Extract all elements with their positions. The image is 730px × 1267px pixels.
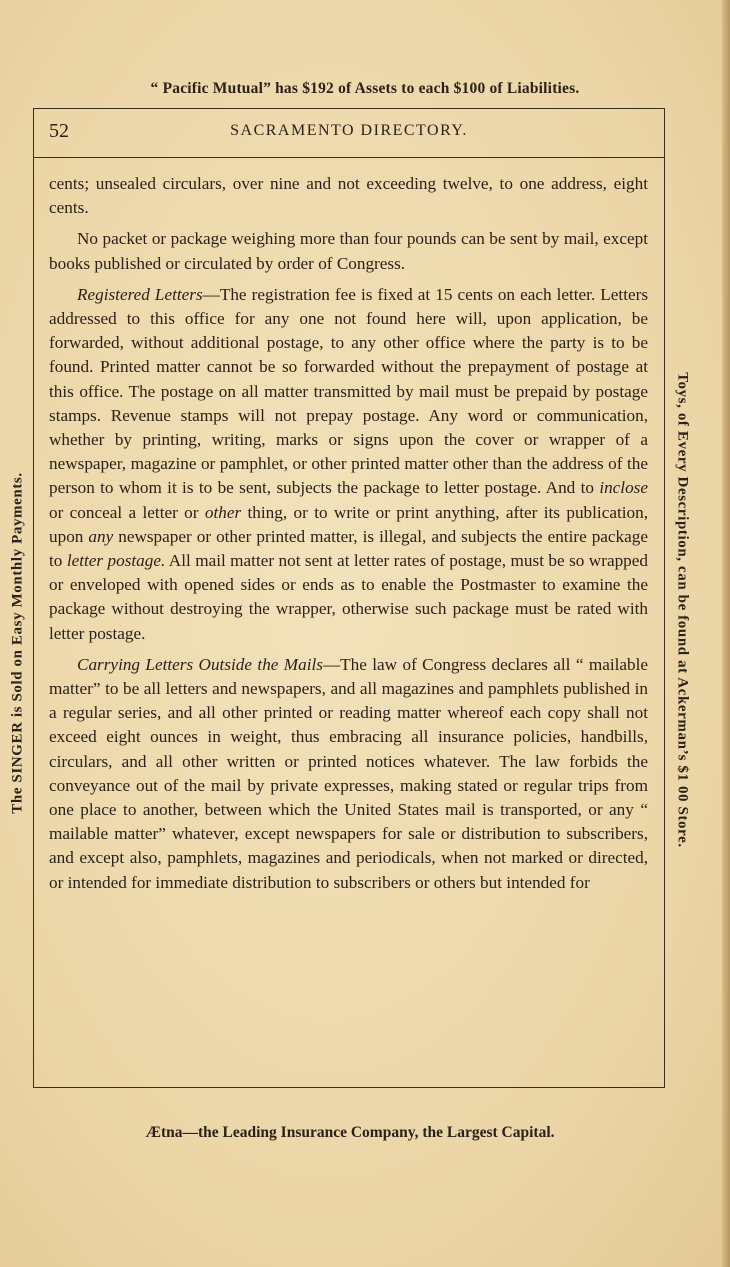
body-text: [49, 172, 648, 902]
left-ad-text: The SINGER is Sold on Easy Monthly Payments.: [9, 471, 26, 814]
paragraph-registered-letters: Registered Letters—The registration fee is fixed at 15 cents on each letter. Letters addressed to this office for any one not found here will, upon application, be forwarded, without additional postage, to any other office where the party is to be found. Printed matter cannot be so forwarded without the prepayment of postage at this office. The postage on all matter transmitted by mail must be prepaid by postage stamps. Revenue stamps will not prepay postage. Any word or communication, whether by printing, writing, marks or signs upon the cover or wrapper of a newspaper, magazine or pamphlet, or other printed matter other than the address of the person to whom it is to be sent, subjects the package to letter postage. And to inclose or conceal a letter or other thing, or to write or print anything, after its publication, upon any newspaper or other printed matter, is illegal, and subjects the entire package to letter postage. All mail matter not sent at letter rates of postage, must be so wrapped or enveloped with opened sides or ends as to enable the Postmaster to examine the package without destroying the wrapper, otherwise such package must be rated with letter postage.: [49, 284, 649, 643]
right-margin-advertisement: [668, 315, 696, 905]
section-heading-carrying-letters: Carrying Letters Outside the Mails: [77, 654, 323, 674]
page-edge: [722, 0, 730, 1267]
running-head: SACRAMENTO DIRECTORY.: [230, 122, 468, 139]
section-heading-registered-letters: Registered Letters: [77, 284, 203, 304]
right-ad-text: Toys, of Every Description, can be found at Ackerman’s $1 00 Store.: [674, 372, 691, 848]
paragraph-carrying-letters: Carrying Letters Outside the Mails—The law of Congress declares all “ mailable matter” to be all letters and newspapers, and all magazines and pamphlets published in a regular series, and all other printed or reading matter whereof each copy shall not exceed eight ounces in weight, thus embracing all insurance policies, handbills, circulars, and all other written or printed notices whatever. The law forbids the conveyance out of the mail by private expresses, making stated or regular trips from one place to another, between which the United States mail is transported, or any “ mailable matter” whatever, except newspapers for sale or distribution to subscribers, and except also, pamphlets, magazines and periodicals, when not marked or directed, or intended for immediate distribution to subscribers or others but intended for: [49, 654, 649, 892]
page-number: 52: [49, 120, 69, 142]
page-header: [33, 108, 665, 158]
bottom-advertisement: Ætna—the Leading Insurance Company, the Largest Capital.: [145, 1124, 555, 1141]
paragraph-continued: cents; unsealed circulars, over nine and not exceeding twelve, to one address, eight cents.: [49, 174, 648, 218]
left-margin-advertisement: [4, 385, 32, 900]
top-advertisement: “ Pacific Mutual” has $192 of Assets to each $100 of Liabilities.: [150, 80, 580, 97]
paragraph-packet-weight: No packet or package weighing more than four pounds can be sent by mail, except books published or circulated by order of Congress.: [49, 229, 648, 273]
